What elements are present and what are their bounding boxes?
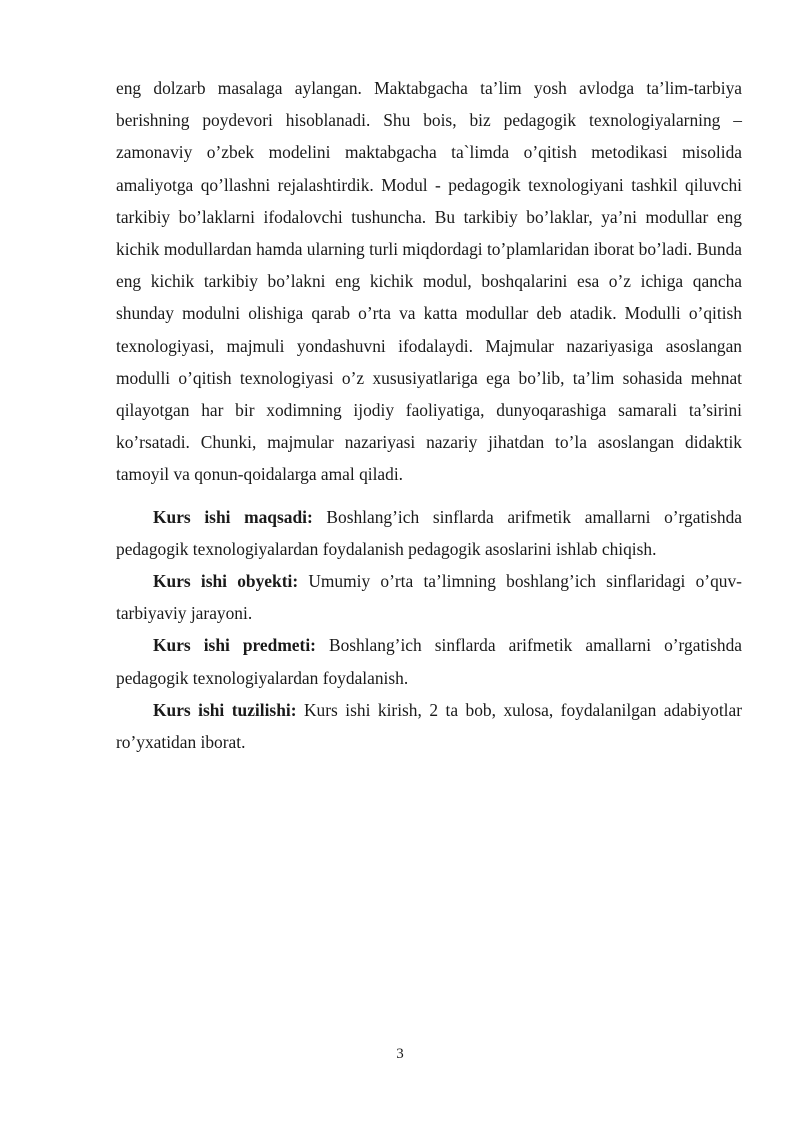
intro-paragraph: eng dolzarb masalaga aylangan. Maktabgacha ta’lim yosh avlodga ta’lim-tarbiya berishning poydevori hisoblanadi. Shu bois, biz pedagogik texnologiyalarning – zamonaviy o’zbek modelini maktabgacha ta`limda o’qitish metodikasi misolida amaliyotga qo’llashni rejalashtirdik. Modul - pedagogik texnologiyani tashkil qiluvchi tarkibiy bo’laklarni ifodalovchi tushuncha. Bu tarkibiy bo’laklar, ya’ni modullar eng kichik modullardan hamda ularning turli miqdordagi to’plamlaridan iborat bo’ladi. Bunda eng kichik tarkibiy bo’lakni eng kichik modul, boshqalarini esa o’z ichiga qancha shunday modulni olishiga qarab o’rta va katta modullar deb atadik. Modulli o’qitish texnologiyasi, majmuli yondashuvni ifodalaydi. Majmular nazariyasiga asoslangan modulli o’qitish texnologiyasi o’z xususiyatlariga ega bo’lib, ta’lim sohasida mehnat qilayotgan har bir xodimning ijodiy faoliyatiga, dunyoqarashiga samarali ta’sirini ko’rsatadi. Chunki, majmular nazariyasi nazariy jihatdan to’la asoslangan didaktik tamoyil va qonun-qoidalarga amal qiladi.	[116, 78, 742, 485]
section-structure-text: Kurs ishi kirish, 2 ta bob, xulosa, foydalanilgan adabiyotlar ro’yxatidan iborat.	[116, 699, 742, 753]
section-object-label: Kurs ishi obyekti:	[153, 571, 299, 592]
section-subject	[116, 629, 742, 693]
page-number: 3	[396, 1046, 404, 1062]
section-object-text: Umumiy o’rta ta’limning boshlang’ich sinflaridagi o’quv-tarbiyaviy jarayoni.	[116, 571, 742, 624]
section-goal	[116, 501, 742, 565]
section-structure-label: Kurs ishi tuzilishi:	[153, 699, 297, 720]
section-subject-text: Boshlang’ich sinflarda arifmetik amallarni o’rgatishda pedagogik texnologiyalardan foydalanish.	[116, 635, 742, 688]
page-content	[116, 72, 742, 758]
section-structure	[116, 694, 742, 758]
section-goal-text: Boshlang’ich sinflarda arifmetik amallarni o’rgatishda pedagogik texnologiyalardan foydalanish pedagogik asoslarini ishlab chiqish.	[116, 506, 742, 559]
section-object	[116, 565, 742, 629]
section-subject-label: Kurs ishi predmeti:	[153, 635, 316, 656]
section-goal-label: Kurs ishi maqsadi:	[153, 506, 313, 527]
